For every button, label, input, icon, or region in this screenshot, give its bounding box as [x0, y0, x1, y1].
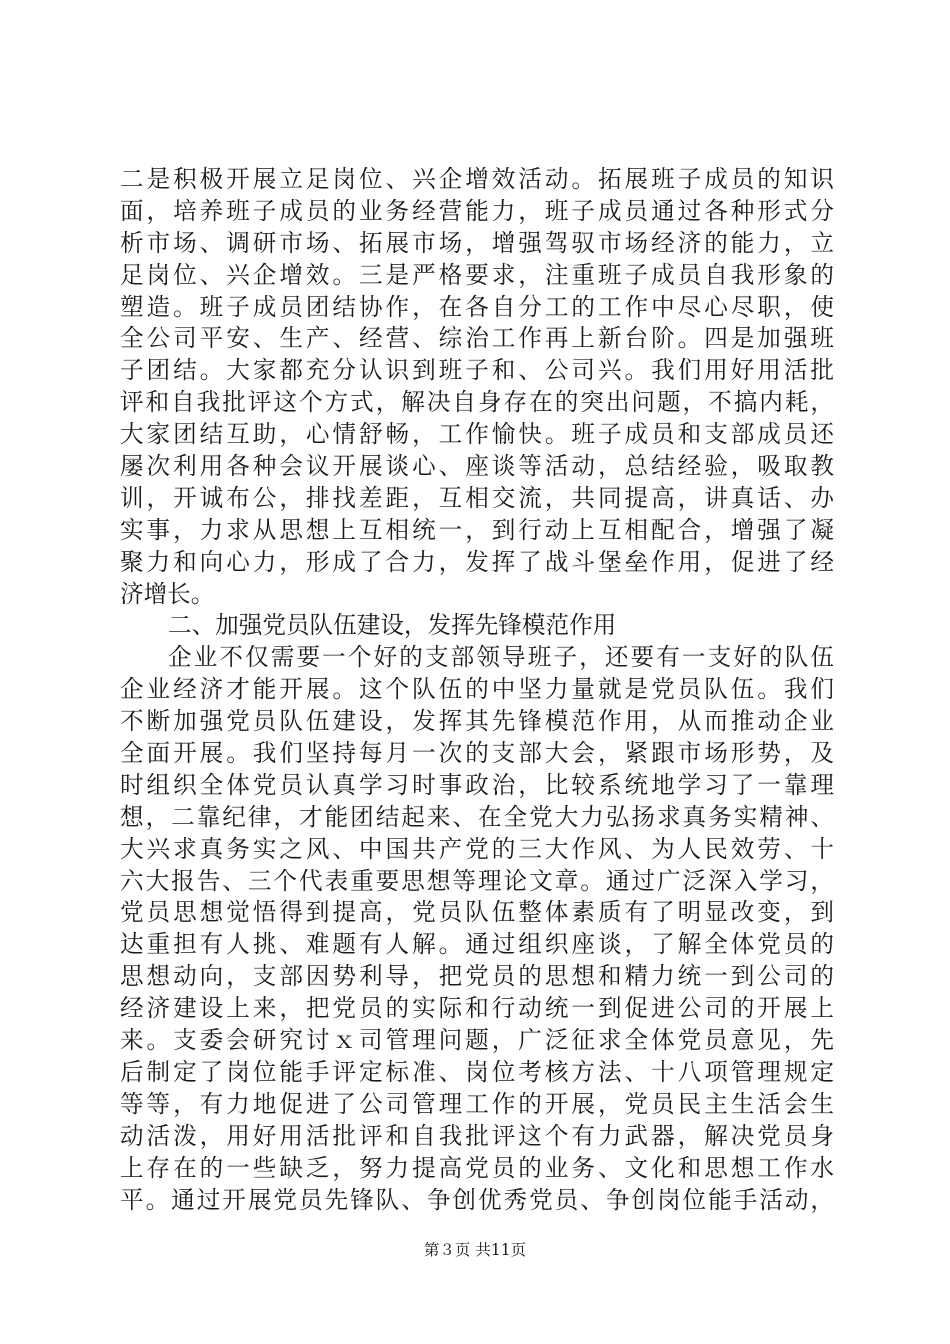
text-line: 经济建设上来，把党员的实际和行动统一到促进公司的开展上 — [120, 994, 834, 1023]
paragraph-2 — [120, 642, 834, 1216]
text-line: 平。通过开展党员先锋队、争创优秀党员、争创岗位能手活动， — [120, 1185, 834, 1214]
text-line: 等等，有力地促进了公司管理工作的开展，党员民主生活会生 — [120, 1089, 834, 1118]
text-line: 思想动向，支部因势利导，把党员的思想和精力统一到公司的 — [120, 962, 834, 991]
section-heading: 二、加强党员队伍建设，发挥先锋模范作用 — [168, 611, 617, 640]
text-line: 达重担有人挑、难题有人解。通过组织座谈，了解全体党员的 — [120, 930, 834, 959]
text-line: 不断加强党员队伍建设，发挥其先锋模范作用，从而推动企业 — [120, 707, 834, 736]
paragraph-1 — [120, 164, 834, 610]
text-line: 大家团结互助，心情舒畅，工作愉快。班子成员和支部成员还 — [120, 420, 834, 449]
text-line: 党员思想觉悟得到提高，党员队伍整体素质有了明显改变，到 — [120, 898, 834, 927]
text-line: 动活泼，用好用活批评和自我批评这个有力武器，解决党员身 — [120, 1121, 834, 1150]
text-line: 塑造。班子成员团结协作，在各自分工的工作中尽心尽职，使 — [120, 292, 834, 321]
text-line: 全公司平安、生产、经营、综治工作再上新台阶。四是加强班 — [120, 324, 834, 353]
text-line: 析市场、调研市场、拓展市场，增强驾驭市场经济的能力，立 — [120, 228, 834, 257]
body-text — [120, 164, 834, 1216]
text-line: 二是积极开展立足岗位、兴企增效活动。拓展班子成员的知识 — [120, 165, 834, 193]
text-line: 聚力和向心力，形成了合力，发挥了战斗堡垒作用，促进了经 — [120, 547, 834, 576]
text-line: 企业经济才能开展。这个队伍的中坚力量就是党员队伍。我们 — [120, 675, 834, 704]
text-line: 后制定了岗位能手评定标准、岗位考核方法、十八项管理规定 — [120, 1057, 834, 1086]
text-line: 时组织全体党员认真学习时事政治，比较系统地学习了一靠理 — [120, 770, 834, 799]
text-line: 济增长。 — [120, 579, 215, 608]
text-line: 上存在的一些缺乏，努力提高党员的业务、文化和思想工作水 — [120, 1153, 834, 1182]
text-line: 评和自我批评这个方式，解决自身存在的突出问题，不搞内耗， — [120, 388, 834, 417]
page-number-footer: 第３页 共11页 — [423, 1241, 527, 1259]
text-line: 六大报告、三个代表重要思想等理论文章。通过广泛深入学习， — [120, 866, 834, 895]
text-line: 面，培养班子成员的业务经营能力，班子成员通过各种形式分 — [120, 196, 834, 225]
text-line: 屡次利用各种会议开展谈心、座谈等活动，总结经验，吸取教 — [120, 452, 834, 481]
text-line: 企业不仅需要一个好的支部领导班子，还要有一支好的队伍 — [168, 643, 834, 672]
text-line: 实事，力求从思想上互相统一，到行动上互相配合，增强了凝 — [120, 515, 834, 544]
text-line: 训，开诚布公，排找差距，互相交流，共同提高，讲真话、办 — [120, 483, 834, 512]
text-line: 全面开展。我们坚持每月一次的支部大会，紧跟市场形势，及 — [120, 739, 834, 768]
text-line: 想，二靠纪律，才能团结起来、在全党大力弘扬求真务实精神、 — [120, 802, 834, 831]
text-line: 大兴求真务实之风、中国共产党的三大作风、为人民效劳、十 — [120, 834, 834, 863]
text-line: 来。支委会研究讨ｘ司管理问题，广泛征求全体党员意见，先 — [120, 1026, 834, 1055]
text-line: 子团结。大家都充分认识到班子和、公司兴。我们用好用活批 — [120, 356, 834, 385]
text-line: 足岗位、兴企增效。三是严格要求，注重班子成员自我形象的 — [120, 260, 834, 289]
